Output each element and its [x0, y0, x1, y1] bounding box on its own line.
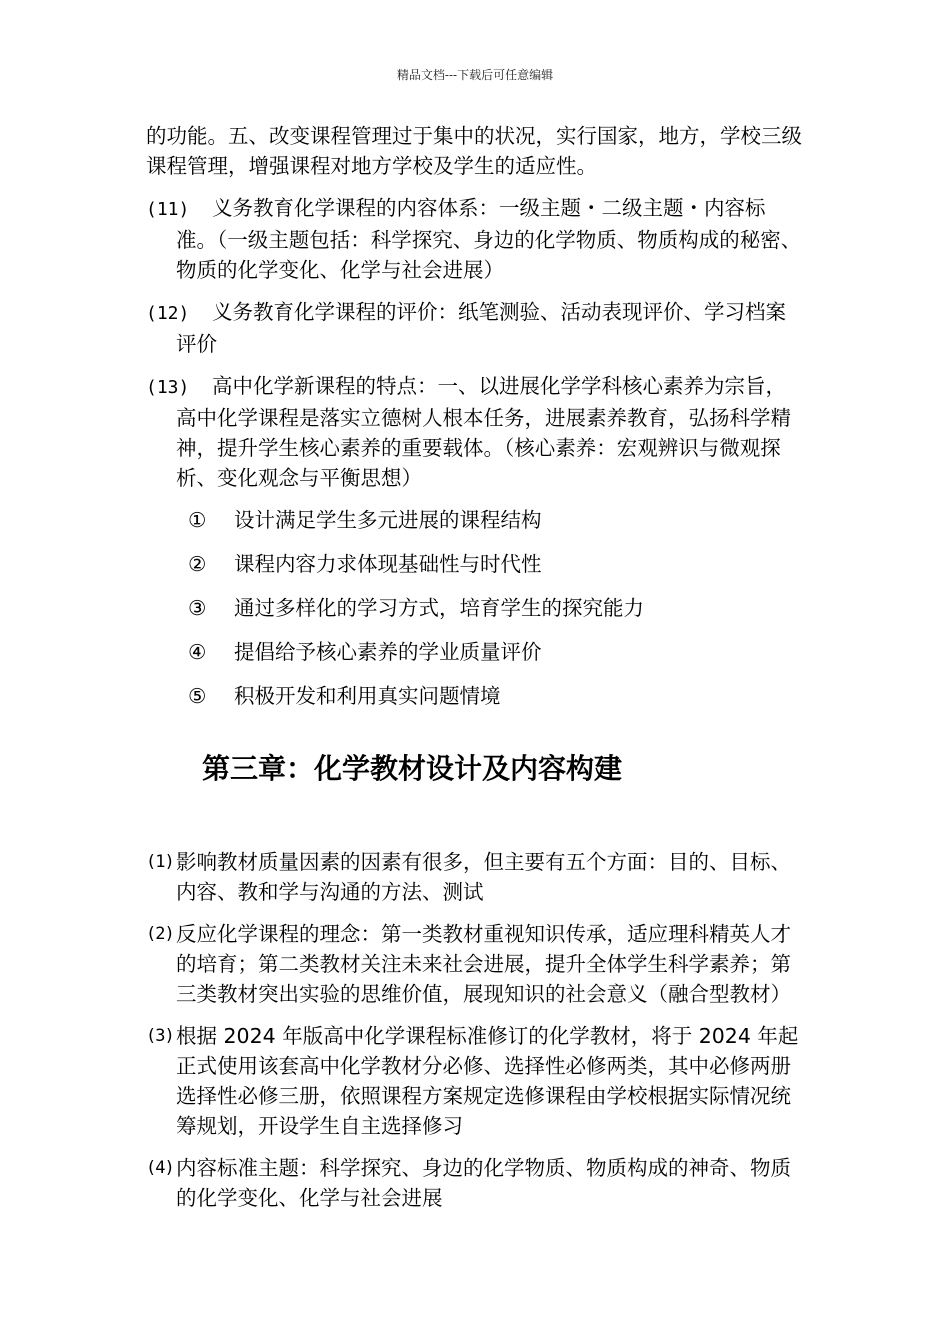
list-item	[146, 847, 806, 907]
sub-item-text: 通过多样化的学习方式，培育学生的探究能力	[234, 596, 644, 620]
sub-item-text: 提倡给予核心素养的学业质量评价	[234, 640, 542, 664]
item-number: (2)	[146, 924, 174, 944]
list-item	[146, 1021, 806, 1141]
list-item	[146, 371, 806, 493]
sub-item-text: 课程内容力求体现基础性与时代性	[234, 552, 542, 576]
intro-paragraph: 的功能。五、改变课程管理过于集中的状况，实行国家，地方，学校三级课程管理，增强课程对地方学校及学生的适应性。	[146, 124, 802, 178]
circled-number: ⑤	[188, 684, 207, 708]
sub-item-text: 积极开发和利用真实问题情境	[234, 684, 501, 708]
item-text: 反应化学课程的理念：第一类教材重视知识传承，适应理科精英人才的培育；第二类教材关注未来社会进展，提升全体学生科学素养；第三类教材突出实验的思维价值，展现知识的社会意义（融合型教材）	[176, 922, 791, 1006]
list-item	[146, 919, 806, 1009]
circled-number: ②	[188, 552, 207, 576]
page-header: 精品文档---下载后可任意编辑	[396, 68, 554, 82]
chapter-title: 第三章：化学教材设计及内容构建	[202, 752, 623, 785]
item-text: 根据 2024 年版高中化学课程标准修订的化学教材，将于 2024 年起正式使用该套高中化学教材分必修、选择性必修两类，其中必修两册选择性必修三册，依照课程方案规定选修课程由学校根据实际情况统筹规划，开设学生自主选择修习	[176, 1024, 799, 1138]
circled-number: ④	[188, 640, 207, 664]
sub-list-item	[146, 593, 806, 637]
item-text: 影响教材质量因素的因素有很多，但主要有五个方面：目的、目标、内容、教和学与沟通的方法、测试	[176, 850, 791, 904]
item-number: (3)	[146, 1026, 174, 1046]
item-text: 高中化学新课程的特点：一、以进展化学学科核心素养为宗旨，高中化学课程是落实立德树人根本任务，进展素养教育，弘扬科学精神，提升学生核心素养的重要载体。（核心素养：宏观辨识与微观探析、变化观念与平衡思想）	[176, 374, 791, 490]
list-item	[146, 297, 806, 359]
sub-list-item	[146, 505, 806, 549]
item-number: (13)	[146, 377, 190, 398]
item-number: (4)	[146, 1158, 174, 1178]
item-text: 内容标准主题：科学探究、身边的化学物质、物质构成的神奇、物质的化学变化、化学与社会进展	[176, 1156, 791, 1210]
item-number: (12)	[146, 303, 190, 324]
item-text: 义务教育化学课程的内容体系：一级主题・二级主题・内容标准。（一级主题包括：科学探究、身边的化学物质、物质构成的秘密、物质的化学变化、化学与社会进展）	[176, 196, 802, 282]
sub-list-item	[146, 637, 806, 681]
sub-list-item	[146, 549, 806, 593]
list-item	[146, 193, 806, 285]
item-text: 义务教育化学课程的评价：纸笔测验、活动表现评价、学习档案评价	[176, 300, 786, 356]
item-number: (11)	[146, 199, 190, 220]
circled-number: ①	[188, 508, 207, 532]
list-item	[146, 1153, 806, 1213]
document-body	[146, 121, 806, 1225]
circled-number: ③	[188, 596, 207, 620]
sub-list-item	[146, 681, 806, 725]
item-number: (1)	[146, 852, 174, 872]
sub-item-text: 设计满足学生多元进展的课程结构	[234, 508, 542, 532]
